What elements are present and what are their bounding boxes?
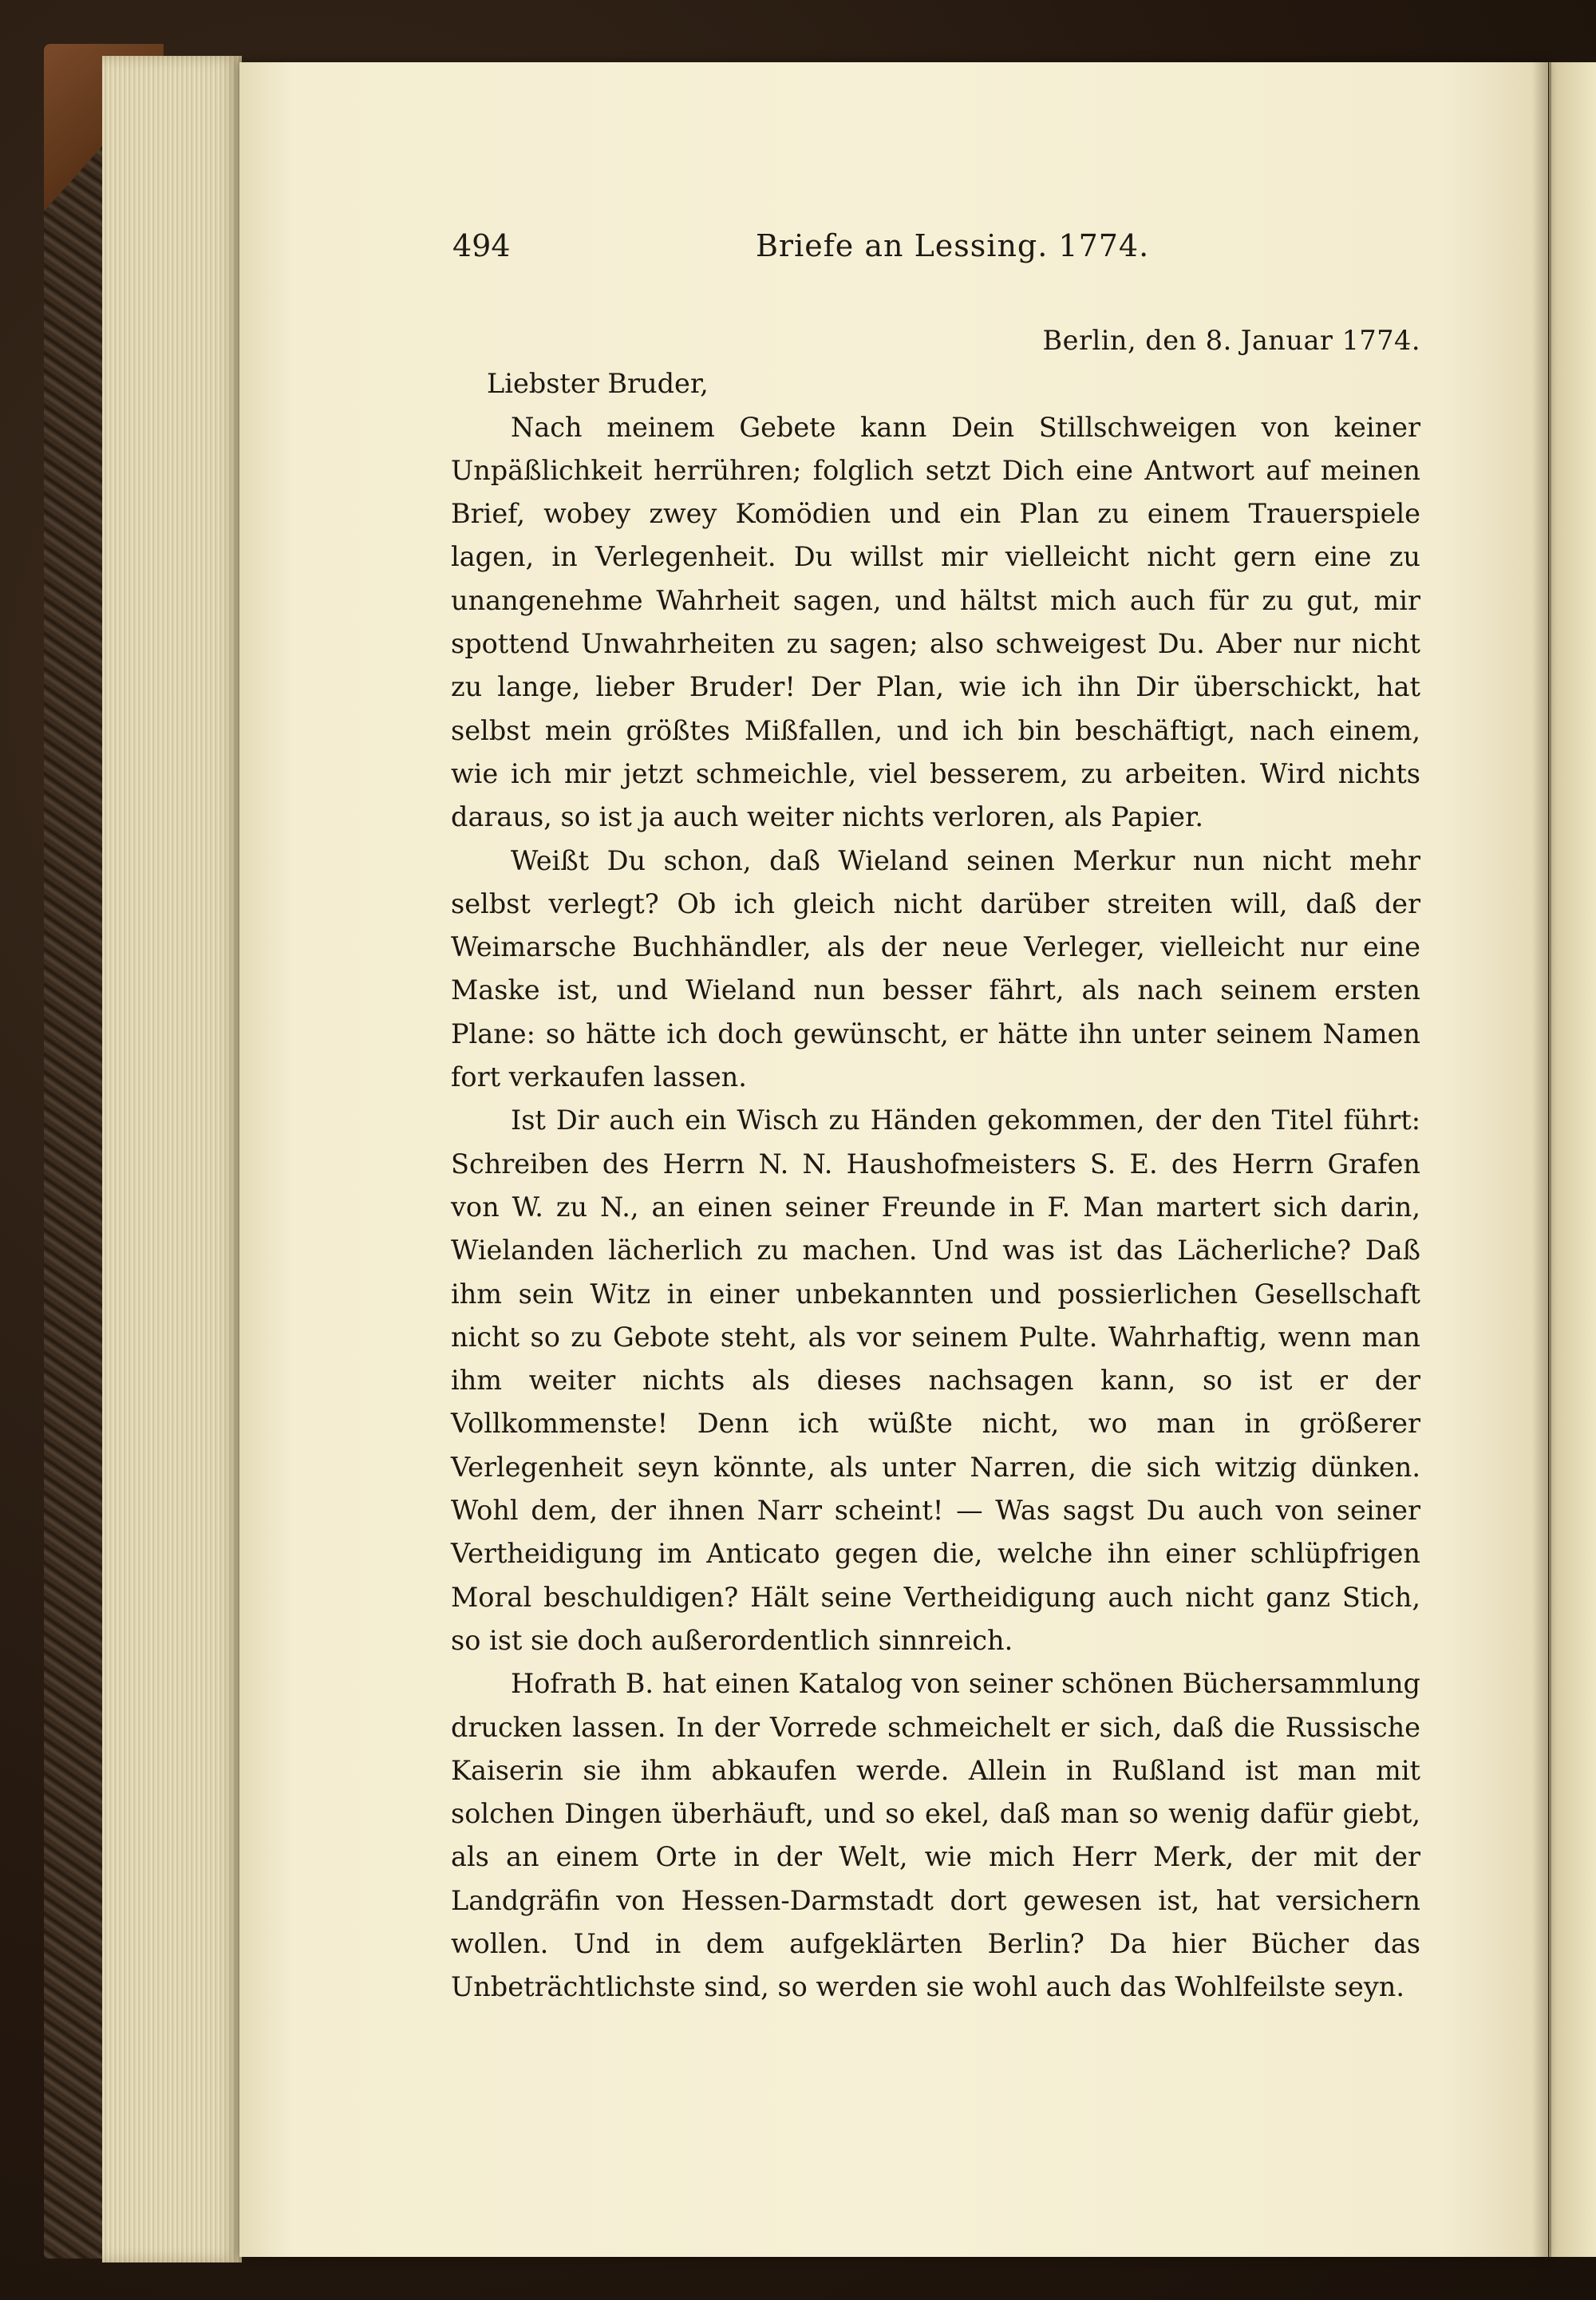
paragraph: Weißt Du schon, daß Wieland seinen Merkur nun nicht mehr selbst verlegt? Ob ich gleich nicht darüber streiten will, daß der Weimarsche Buchhändler, als der neue Verleger, vielleicht nur eine Maske ist, und Wieland nun besser fährt, als nach seinem ersten Plane: so hätte ich doch gewünscht, er hätte ihn unter seinem Namen fort verkaufen lassen. <box>451 844 1420 1093</box>
gutter-shadow <box>1532 62 1551 2257</box>
paragraph: Ist Dir auch ein Wisch zu Händen gekommen, der den Titel führt: Schreiben des Herrn N. N. Haushofmeisters S. E. des Herrn Grafen von W. zu N., an einen seiner Freunde in F. Man martert sich darin, Wielanden lächerlich zu machen. Und was ist das Lächerliche? Daß ihm sein Witz in einer unbekannten und possierlichen Gesellschaft nicht so zu Gebote steht, als vor seinem Pulte. Wahrhaftig, wenn man ihm weiter nichts als dieses nachsagen kann, so ist er der Vollkommenste! Denn ich wüßte nicht, wo man in größerer Verlegenheit seyn könnte, als unter Narren, die sich witzig dünken. Wohl dem, der ihnen Narr scheint! — Was sagst Du auch von seiner Vertheidigung im Anticato gegen die, welche ihn einer schlüpfrigen Moral beschuldigen? Hält seine Vertheidigung auch nicht ganz Stich, so ist sie doch außerordentlich sinnreich. <box>451 1105 1420 1656</box>
salutation: Liebster Bruder, <box>487 368 709 400</box>
page-number: 494 <box>452 228 511 263</box>
running-title: Briefe an Lessing. 1774. <box>756 228 1150 263</box>
dateline: Berlin, den 8. Januar 1774. <box>1042 325 1420 356</box>
facing-page-edge <box>1547 62 1596 2257</box>
page-header <box>452 222 1442 270</box>
paragraph: Nach meinem Gebete kann Dein Stillschweigen von keiner Unpäßlichkeit herrühren; folglich setzt Dich eine Antwort auf meinen Brief, wobey zwey Komödien und ein Plan zu einem Trauerspiele lagen, in Verlegenheit. Du willst mir vielleicht nicht gern eine zu unangenehme Wahrheit sagen, und hältst mich auch für zu gut, mir spottend Unwahrheiten zu sagen; also schweigest Du. Aber nur nicht zu lange, lieber Bruder! Der Plan, wie ich ihn Dir überschickt, hat selbst mein größtes Mißfallen, und ich bin beschäftigt, nach einem, wie ich mir jetzt schmeichle, viel besserem, zu arbeiten. Wird nichts daraus, so ist ja auch weiter nichts verloren, als Papier. <box>451 411 1420 833</box>
paragraph: Hofrath B. hat einen Katalog von seiner schönen Büchersammlung drucken lassen. In der Vorrede schmeichelt er sich, daß die Russische Kaiserin sie ihm abkaufen werde. Allein in Rußland ist man mit solchen Dingen überhäuft, und so ekel, daß man so wenig dafür giebt, als an einem Orte in der Welt, wie mich Herr Merk, der mit der Landgräfin von Hessen-Darmstadt dort gewesen ist, hat versichern wollen. Und in dem aufgeklärten Berlin? Da hier Bücher das Unbeträchtlichste sind, so werden sie wohl auch das Wohlfeilste seyn. <box>451 1668 1420 2003</box>
letter-body <box>451 319 1420 2010</box>
page-edges <box>102 56 242 2262</box>
